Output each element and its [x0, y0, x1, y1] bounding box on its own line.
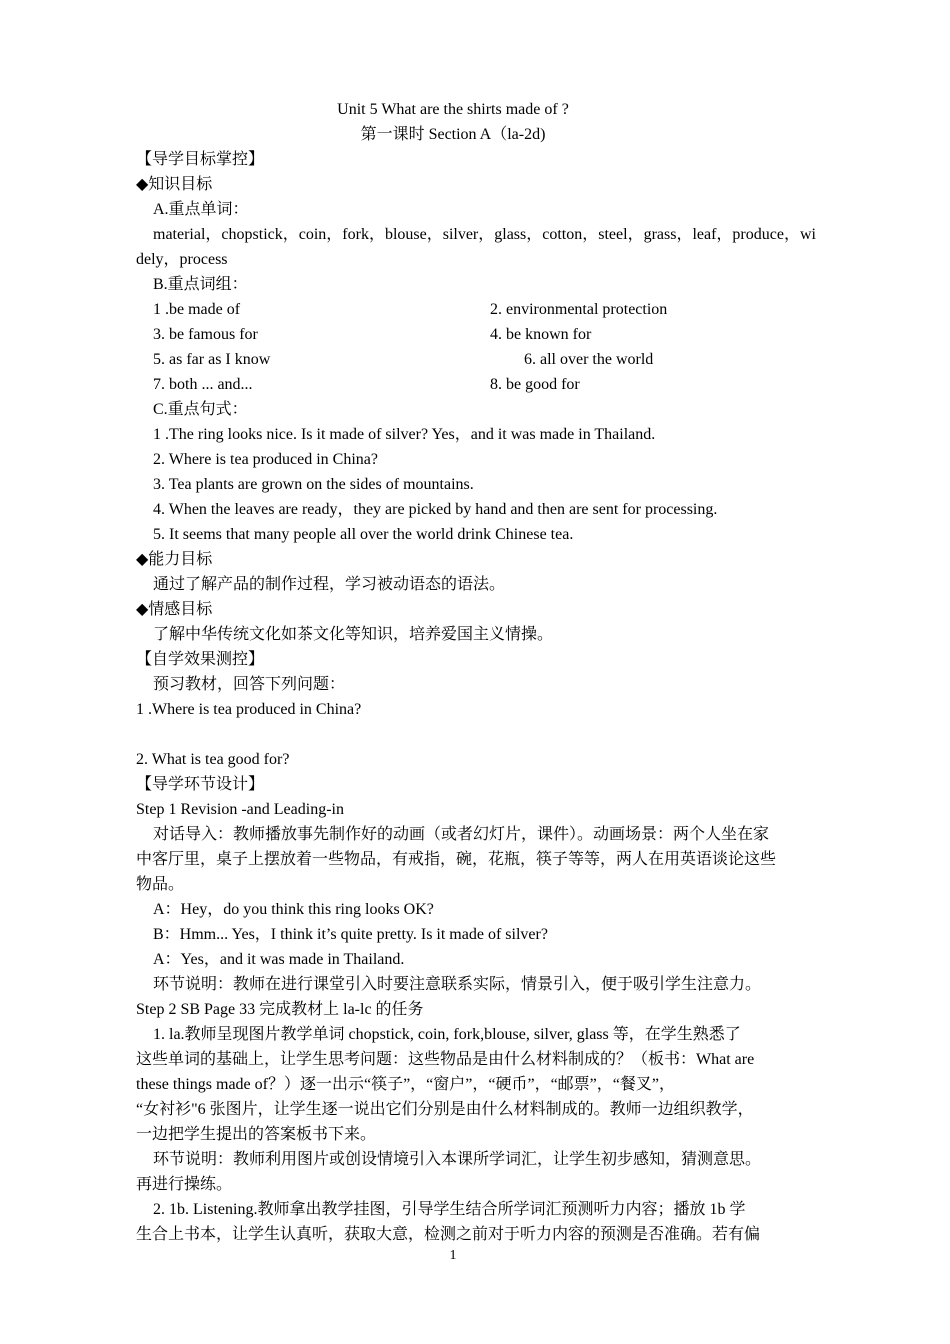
- phrase-item: 1 .be made of: [153, 301, 241, 318]
- key-sentence: 4. When the leaves are ready，they are picked by hand and then are sent for processing.: [153, 501, 718, 518]
- key-sentence: 2. Where is tea produced in China?: [153, 451, 378, 468]
- dialogue-line: A：Yes，and it was made in Thailand.: [153, 951, 405, 968]
- phrase-item: 4. be known for: [490, 326, 592, 343]
- phrase-item: 2. environmental protection: [490, 301, 668, 318]
- dialogue-line: B：Hmm... Yes，I think it’s quite pretty. Is it made of silver?: [153, 926, 548, 943]
- doc-title: Unit 5 What are the shirts made of ?: [337, 101, 569, 118]
- phrase-item: 7. both ... and...: [153, 376, 253, 393]
- emotion-goal-label: ◆情感目标: [136, 601, 213, 618]
- emotion-goal-text: 了解中华传统文化如茶文化等知识，培养爱国主义情操。: [153, 626, 554, 643]
- paragraph-line: these things made of？）逐一出示“筷子”，“窗户”，“硬币”，“邮票”，“餐叉”，: [136, 1076, 675, 1093]
- dialogue-line: A：Hey，do you think this ring looks OK?: [153, 901, 434, 918]
- page-number: 1: [449, 1248, 457, 1263]
- phrase-item: 8. be good for: [490, 376, 580, 393]
- key-words-line: material，chopstick，coin，fork，blouse，silver，glass，cotton，steel，grass，leaf，produce，wi: [153, 226, 816, 243]
- step-note: 环节说明：教师利用图片或创设情境引入本课所学词汇，让学生初步感知，猜测意思。: [153, 1151, 762, 1168]
- phrase-item: 6. all over the world: [524, 351, 654, 368]
- phrase-item: 5. as far as I know: [153, 351, 271, 368]
- doc-subtitle: 第一课时 Section A（la-2d): [360, 126, 546, 143]
- phrase-row: [153, 375, 793, 395]
- knowledge-goal-label: ◆知识目标: [136, 176, 213, 193]
- phrase-item: 3. be famous for: [153, 326, 258, 343]
- paragraph-line: 1. la.教师呈现图片教学单词 chopstick, coin, fork,blouse, silver, glass 等，在学生熟悉了: [153, 1026, 741, 1043]
- key-sentences-label: C.重点句式：: [153, 401, 248, 418]
- key-phrases-label: B.重点词组：: [153, 276, 248, 293]
- key-sentence: 3. Tea plants are grown on the sides of mountains.: [153, 476, 474, 493]
- step-heading: Step 1 Revision -and Leading-in: [136, 801, 344, 818]
- ability-goal-text: 通过了解产品的制作过程，学习被动语态的语法。: [153, 576, 506, 593]
- key-words-line: dely，process: [136, 251, 228, 268]
- phrase-row: [153, 325, 793, 345]
- key-words-label: A.重点单词：: [153, 201, 249, 218]
- key-sentence: 5. It seems that many people all over the world drink Chinese tea.: [153, 526, 574, 543]
- paragraph-line: 物品。: [136, 876, 185, 893]
- step-note: 再进行操练。: [136, 1176, 233, 1193]
- self-study-intro: 预习教材，回答下列问题：: [153, 676, 346, 693]
- phrase-row: [153, 300, 793, 320]
- paragraph-line: 生合上书本，让学生认真听，获取大意，检测之前对于听力内容的预测是否准确。若有偏: [136, 1226, 761, 1243]
- section-heading-design: 【导学环节设计】: [136, 776, 265, 793]
- ability-goal-label: ◆能力目标: [136, 551, 213, 568]
- paragraph-line: 2. 1b. Listening.教师拿出教学挂图，引导学生结合所学词汇预测听力内容；播放 1b 学: [153, 1201, 746, 1218]
- phrase-row: [153, 350, 793, 370]
- question-item: 1 .Where is tea produced in China?: [136, 701, 362, 718]
- section-heading-self-study: 【自学效果测控】: [136, 651, 265, 668]
- step-heading: Step 2 SB Page 33 完成教材上 la-lc 的任务: [136, 1001, 424, 1018]
- paragraph-line: 中客厅里，桌子上摆放着一些物品，有戒指，碗，花瓶，筷子等等，两人在用英语谈论这些: [136, 851, 777, 868]
- question-item: 2. What is tea good for?: [136, 751, 290, 768]
- paragraph-line: 一边把学生提出的答案板书下来。: [136, 1126, 377, 1143]
- step-note: 环节说明：教师在进行课堂引入时要注意联系实际，情景引入，便于吸引学生注意力。: [153, 976, 762, 993]
- paragraph-line: 对话导入：教师播放事先制作好的动画（或者幻灯片，课件）。动画场景：两个人坐在家: [153, 826, 770, 843]
- paragraph-line: “女衬衫"6 张图片，让学生逐一说出它们分别是由什么材料制成的。教师一边组织教学，: [136, 1101, 754, 1118]
- paragraph-line: 这些单词的基础上，让学生思考问题：这些物品是由什么材料制成的？（板书：What are: [136, 1051, 755, 1068]
- key-sentence: 1 .The ring looks nice. Is it made of silver? Yes，and it was made in Thailand.: [153, 426, 656, 443]
- section-heading-objectives: 【导学目标掌控】: [136, 151, 265, 168]
